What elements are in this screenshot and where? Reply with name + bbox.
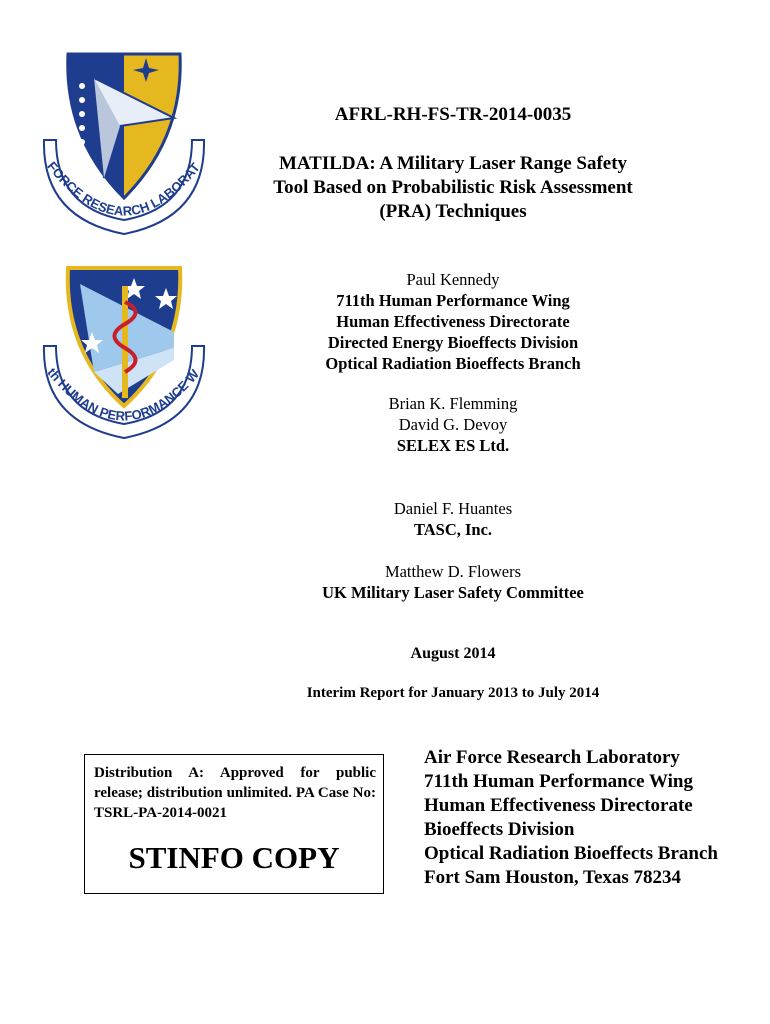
distribution-box [84,754,384,894]
author-block [230,393,676,456]
report-title-line: MATILDA: A Military Laser Range Safety [278,153,628,174]
afrl-logo [34,48,214,236]
author-affiliation: Human Effectiveness Directorate [336,312,570,331]
report-period: Interim Report for January 2013 to July 2014 [306,685,600,701]
report-title-line: Tool Based on Probabilistic Risk Assessment [273,177,633,198]
author-block [230,561,676,603]
author-affiliation: UK Military Laser Safety Committee [322,583,584,602]
report-title-line: (PRA) Techniques [379,201,527,222]
report-title [230,152,676,224]
organization-line: Optical Radiation Bioeffects Branch [424,843,718,864]
author-block [230,498,676,540]
distribution-statement: Distribution A: Approved for public release; distribution unlimited. PA Case No: TSRL-PA-2014-0021 [94,765,376,821]
author-name: Brian K. Flemming [388,394,518,413]
author-affiliation: 711th Human Performance Wing [336,291,570,310]
hpw-logo [34,262,214,440]
author-affiliation: TASC, Inc. [413,520,493,539]
hpw-shield-icon [34,262,214,440]
report-date: August 2014 [410,645,496,662]
author-name: Matthew D. Flowers [384,562,522,581]
organization-line: Fort Sam Houston, Texas 78234 [424,867,682,888]
organization-line: Bioeffects Division [424,819,575,840]
report-number: AFRL-RH-FS-TR-2014-0035 [334,104,572,125]
author-block [230,269,676,374]
organization-line: Human Effectiveness Directorate [424,795,693,816]
author-affiliation: Optical Radiation Bioeffects Branch [325,354,581,373]
organization-line: 711th Human Performance Wing [424,771,693,792]
author-name: Daniel F. Huantes [393,499,513,518]
author-affiliation: Directed Energy Bioeffects Division [327,333,579,352]
afrl-shield-icon [34,48,214,236]
organization-line: Air Force Research Laboratory [424,747,680,768]
author-affiliation: SELEX ES Ltd. [396,436,510,455]
author-name: Paul Kennedy [406,270,500,289]
organization-address [424,746,764,890]
afrl-ring-text: FORCE RESEARCH LABORAT [44,158,203,219]
stinfo-label: STINFO COPY [128,840,340,875]
author-name: David G. Devoy [398,415,508,434]
hpw-ring-text: th HUMAN PERFORMANCE W [44,364,203,424]
